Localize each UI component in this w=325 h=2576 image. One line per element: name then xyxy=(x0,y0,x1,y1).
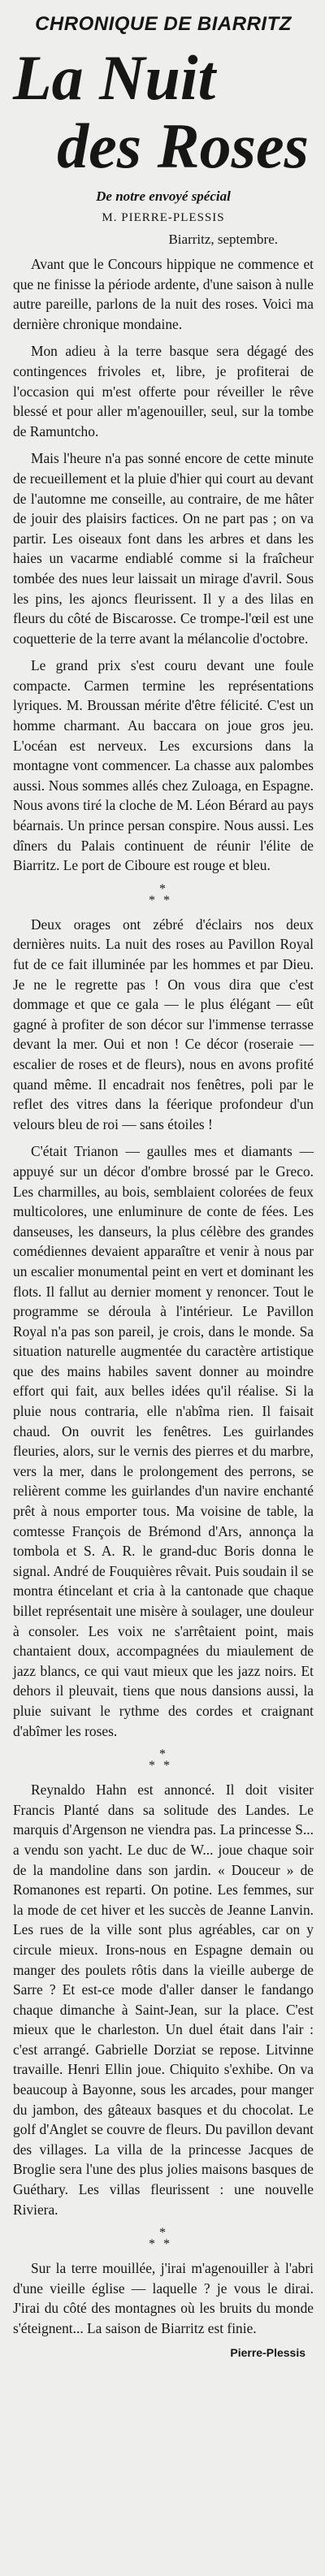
section-divider: * ** xyxy=(149,1747,178,1773)
byline-author: M. PIERRE-PLESSIS xyxy=(102,211,225,224)
title-line-2: des Roses xyxy=(57,110,309,181)
byline-subtitle: De notre envoyé spécial xyxy=(96,188,231,204)
article-body xyxy=(13,254,314,2339)
title-line-1: La Nuit xyxy=(13,42,216,113)
section-3 xyxy=(13,1780,314,2219)
author-signature: Pierre-Plessis xyxy=(230,2345,306,2359)
section-divider: * ** xyxy=(149,881,178,907)
article-title xyxy=(13,44,314,180)
paragraph: C'était Trianon — gaulles mes et diamants — appuyé sur un décor d'ombre brossé par le Greco. Les charmilles, au bois, semblaient colorées de feux multicolores, une enluminure de conte de fées. Les danseuses, les danseurs, la plus célèbre des grandes comédiennes devaient apparaître et venir à nous par un escalier monumental peint en vert et dominant les flots. Il fallut au dernier moment y renoncer. Tout le programme se déroula à l'intérieur. Le Pavillon Royal n'a pas son pareil, je crois, dans le monde. Sa situation naturelle augmentée du caractère artistique que des mains habiles savent donner au moindre effort qui fait, aux belles idées qu'il réalise. Si la pluie nous contraria, elle n'abîma rien. Il faisait chaud. On ouvrit les fenêtres. Les guirlandes fleuries, alors, sur le vernis des pierres et du marbre, vers la mer, dans le prolongement des perrons, se relièrent comme les guirlandes d'un navire enchanté prêt à nous emporter tous. Ma voisine de table, la comtesse François de Brémond d'Ars, annonça la tombola et S. A. R. le grand-duc Boris donna le signal. André de Fouquières rêvait. Puis soudain il se montra étincelant et cria à la cantonade que chaque billet représentait une misère à soulager, une douleur à consoler. Les voix ne s'arrêtaient point, mais chantaient doux, accompagnées du miaulement de jazz blancs, ce qui vaut mieux que les jazz noirs. Et dehors il pleuvait, tiens que nous dansions aussi, la pluie suivant le rythme des cordes et craignant d'abîmer les roses. xyxy=(13,1143,314,1739)
section-divider: * ** xyxy=(149,2226,178,2252)
section-2 xyxy=(13,915,314,1741)
section-4 xyxy=(13,2258,314,2338)
paragraph: Avant que le Concours hippique ne commence et que ne finisse la période ardente, d'une saison à nulle autre pareille, parlons de la nuit des roses. Voici ma dernière chronique mondaine. xyxy=(13,256,314,332)
paragraph: Mon adieu à la terre basque sera dégagé des contingences frivoles et, libre, je profiterai de l'occasion qui m'est offerte pour réveiller le rêve blessé et pour aller m'agenouiller, seul, sur la tombe de Ramuntcho. xyxy=(13,343,314,439)
dateline: Biarritz, septembre. xyxy=(168,232,278,247)
paragraph: Reynaldo Hahn est annoncé. Il doit visiter Francis Planté dans sa solitude des Landes. Le marquis d'Argenson ne viendra pas. La princesse S... a vendu son yacht. Le duc de W... joue chaque soir de la mandoline dans son jardin. « Douceur » de Romanones est reparti. On potine. Les femmes, sur la mode de cet hiver et les succès de Jeanne Lanvin. Les rues de la ville sont plus agréables, car on y circule mieux. Irons-nous en Espagne demain ou manger des poulets rôtis dans la vieille auberge de Sarre ? Et est-ce mode d'aller danser le fandango chaque dimanche à Saint-Jean, sur la place. C'est mieux que le charleston. Un duel était dans l'air : c'est arrangé. Gabrielle Dorziat se repose. Litvinne travaille. Henri Ellin joue. Chiquito s'exhibe. On va beaucoup à Bayonne, sous les arcades, pour manger du jambon, des gâteaux basques et du chocolat. Le golf d'Anglet se couvre de fleurs. Du pavillon devant des villages. La villa de la princesse Jacques de Broglie sera l'une des plus jolies maisons basques de Guéthary. Les villas fleurissent : une nouvelle Riviera. xyxy=(13,1782,314,2218)
paragraph: Mais l'heure n'a pas sonné encore de cette minute de recueillement et la pluie d'hier qui court au devant de l'automne me conseille, au contraire, de me hâter de jouir des plaisirs factices. On ne part pas ; on va partir. Les oiseaux font dans les arbres et dans les haies un vacarme endiablé comme si la fraîcheur tombée des nues leur laissait un mirage d'avril. Sous les pins, les ajoncs fleurissent. Il y a des lilas en fleurs du côté de Biscarosse. Ce trompe-l'œil est une coquetterie de la terre avant la mélancolie d'octobre. xyxy=(13,450,314,647)
paragraph: Deux orages ont zébré d'éclairs nos deux dernières nuits. La nuit des roses au Pavillon Royal fut de ce fait illuminée par les hommes et par Dieu. Je ne le regrette pas ! On vous dira que c'est dommage et que ce gala — le plus élégant — eût gagné à profiter de son décor sur l'immense terrasse devant la mer. Oui et non ! Ce décor (roseraie — escalier de roses et de fleurs), nous en avons profité quand même. Il encadrait nos fenêtres, poli par le reflet des vitres dans la féerique profondeur d'un velours bleu de roi — sans étoiles ! xyxy=(13,916,314,1132)
paragraph: Le grand prix s'est couru devant une foule compacte. Carmen termine les représentations lyriques. M. Broussan mérite d'être félicité. C'est un homme charmant. Au baccara on joue gros jeu. L'océan est nerveux. Les excursions dans la montagne vont commencer. La chasse aux palombes aussi. Nous sommes allés chez Zuloaga, en Espagne. Nous avons tiré la cloche de M. Léon Bérard au pays béarnais. Un prince persan conspire. Nous aussi. Les dîners du Palais continuent de réunir l'élite de Biarritz. Le port de Ciboure est rouge et bleu. xyxy=(13,657,314,874)
paragraph: Sur la terre mouillée, j'irai m'agenouiller à l'abri d'une vieille église — laquelle ? je vous le dirai. J'irai du côté des montagnes où les bruits du monde s'éteignent... La saison de Biarritz est finie. xyxy=(13,2260,314,2336)
column-kicker: CHRONIQUE DE BIARRITZ xyxy=(35,13,292,35)
section-1 xyxy=(13,254,314,876)
